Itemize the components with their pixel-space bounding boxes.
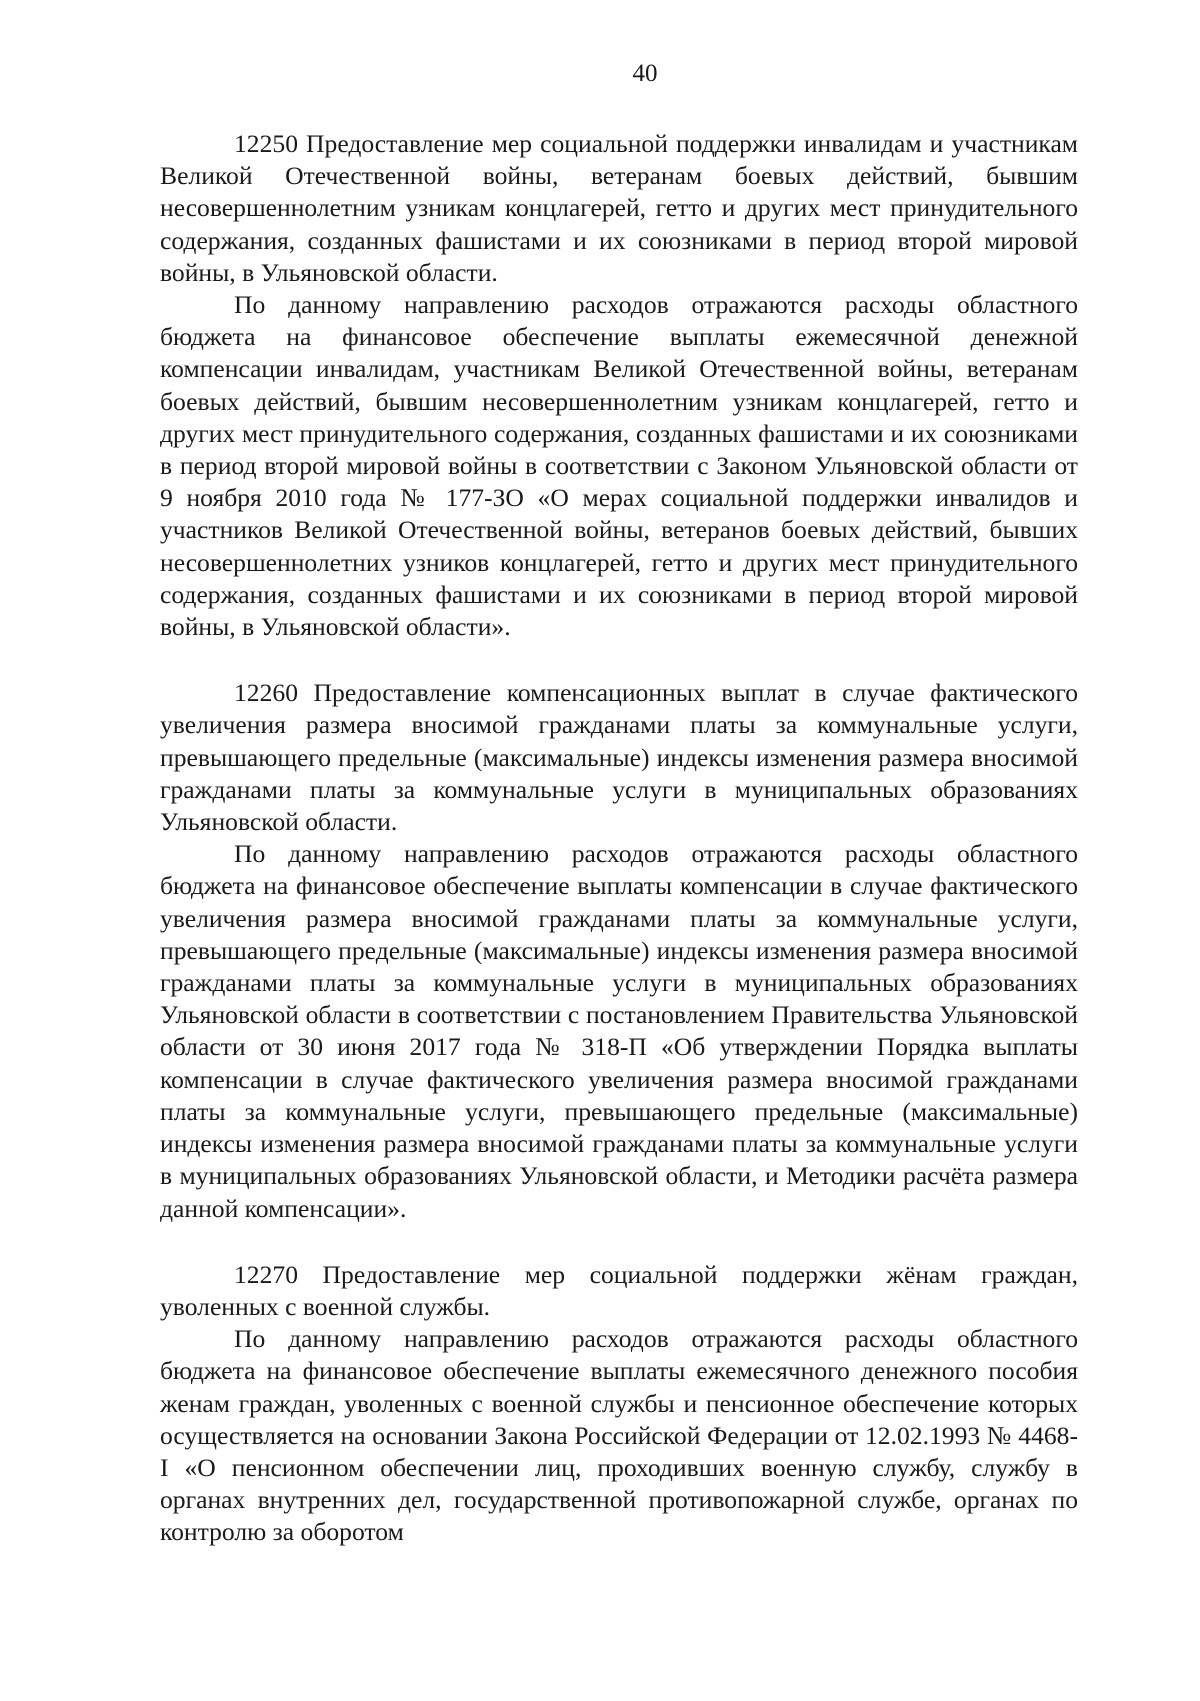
section-body: По данному направлению расходов отражаются расходы областного бюджета на финансовое обеспечение выплаты ежемесячного денежного пособия женам граждан, уволенных с военной службы и пенсионное обеспечение которых осуществляется на основании Закона Российской Федерации от 12.02.1993 № 4468-I «О пенсионном обеспечении лиц, проходивших военную службу, службу в органах внутренних дел, государственной противопожарной службе, органах по контролю за оборотом <box>160 1324 1078 1547</box>
section-heading: 12250 Предоставление мер социальной поддержки инвалидам и участникам Великой Отечественной войны, ветеранам боевых действий, бывшим несовершеннолетним узникам концлагерей, гетто и других мест принудительного содержания, созданных фашистами и их союзниками в период второй мировой войны, в Ульяновской области. <box>160 129 1078 287</box>
section-12260 <box>160 677 1078 1224</box>
section-body: По данному направлению расходов отражаются расходы областного бюджета на финансовое обеспечение выплаты ежемесячной денежной компенсации инвалидам, участникам Великой Отечественной войны, ветеранам боевых действий, бывшим несовершеннолетним узникам концлагерей, гетто и других мест принудительного содержания, созданных фашистами и их союзниками в период второй мировой войны в соответствии с Законом Ульяновской области от 9 ноября 2010 года № 177-ЗО «О мерах социальной поддержки инвалидов и участников Великой Отечественной войны, ветеранов боевых действий, бывших несовершеннолетних узников концлагерей, гетто и других мест принудительного содержания, созданных фашистами и их союзниками в период второй мировой войны, в Ульяновской области». <box>160 290 1078 642</box>
section-12250 <box>160 128 1078 643</box>
section-12270 <box>160 1259 1078 1549</box>
section-heading: 12260 Предоставление компенсационных выплат в случае фактического увеличения размера вносимой гражданами платы за коммунальные услуги, превышающего предельные (максимальные) индексы изменения размера вносимой гражданами платы за коммунальные услуги в муниципальных образованиях Ульяновской области. <box>160 678 1078 837</box>
section-heading: 12270 Предоставление мер социальной поддержки жёнам граждан, уволенных с военной службы. <box>160 1259 1078 1321</box>
section-body: По данному направлению расходов отражаются расходы областного бюджета на финансовое обеспечение выплаты компенсации в случае фактического увеличения размера вносимой гражданами платы за коммунальные услуги, превышающего предельные (максимальные) индексы изменения размера вносимой гражданами платы за коммунальные услуги в муниципальных образованиях Ульяновской области в соответствии с постановлением Правительства Ульяновской области от 30 июня 2017 года № 318-П «Об утверждении Порядка выплаты компенсации в случае фактического увеличения размера вносимой гражданами платы за коммунальные услуги, превышающего предельные (максимальные) индексы изменения размера вносимой гражданами платы за коммунальные услуги в муниципальных образованиях Ульяновской области, и Методики расчёта размера данной компенсации». <box>160 839 1078 1223</box>
page-number: 40 <box>632 60 658 87</box>
